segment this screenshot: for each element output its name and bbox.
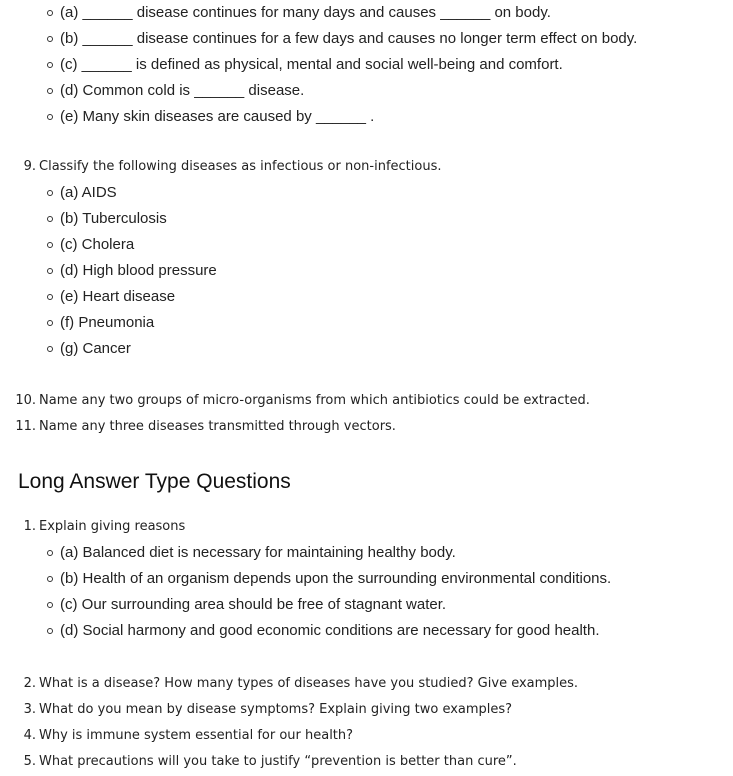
bullet-icon: [47, 36, 53, 42]
question-line: 5. What precautions will you take to justify “prevention is better than cure”.: [23, 754, 517, 769]
list-item: (c) Our surrounding area should be free of stagnant water.: [0, 592, 733, 618]
list-item: (a) Balanced diet is necessary for maintaining healthy body.: [0, 540, 733, 566]
bullet-icon: [47, 88, 53, 94]
question-line: 1. Explain giving reasons: [23, 519, 186, 534]
question-line: 2. What is a disease? How many types of diseases have you studied? Give examples.: [23, 676, 579, 691]
bullet-icon: [47, 550, 53, 556]
list-item: (c) ______ is defined as physical, mental and social well-being and comfort.: [0, 52, 733, 78]
bullet-icon: [47, 294, 53, 300]
list-item: (d) Common cold is ______ disease.: [0, 78, 733, 104]
fill-blanks-list: [0, 0, 733, 130]
list-item: (a) ______ disease continues for many days and causes ______ on body.: [0, 0, 733, 26]
list-item: (b) Tuberculosis: [0, 206, 733, 232]
bullet-icon: [47, 320, 53, 326]
bullet-icon: [47, 242, 53, 248]
bullet-icon: [47, 576, 53, 582]
list-item: (a) AIDS: [0, 180, 733, 206]
bullet-icon: [47, 346, 53, 352]
question-11: 11. Name any three diseases transmitted through vectors.: [15, 419, 396, 434]
list-item: (e) Many skin diseases are caused by ______ .: [0, 104, 733, 130]
bullet-icon: [47, 216, 53, 222]
list-item: (d) High blood pressure: [0, 258, 733, 284]
list-item: (d) Social harmony and good economic conditions are necessary for good health.: [0, 618, 733, 644]
long-question-1: [0, 514, 733, 644]
long-questions-rest: [0, 671, 733, 775]
question-line: 4. Why is immune system essential for our health?: [23, 728, 354, 743]
bullet-icon: [47, 602, 53, 608]
question-10: 10. Name any two groups of micro-organisms from which antibiotics could be extracted.: [15, 393, 590, 408]
question-line: 3. What do you mean by disease symptoms? Explain giving two examples?: [23, 702, 513, 717]
questions-10-11: [0, 388, 733, 440]
list-item: (b) ______ disease continues for a few days and causes no longer term effect on body.: [0, 26, 733, 52]
list-item: (g) Cancer: [0, 336, 733, 362]
bullet-icon: [47, 114, 53, 120]
list-item: (c) Cholera: [0, 232, 733, 258]
bullet-icon: [47, 628, 53, 634]
bullet-icon: [47, 268, 53, 274]
bullet-icon: [47, 62, 53, 68]
list-item: (e) Heart disease: [0, 284, 733, 310]
bullet-icon: [47, 10, 53, 16]
question-9: [0, 154, 733, 362]
bullet-icon: [47, 190, 53, 196]
list-item: (b) Health of an organism depends upon the surrounding environmental conditions.: [0, 566, 733, 592]
list-item: (f) Pneumonia: [0, 310, 733, 336]
section-heading: Long Answer Type Questions: [18, 470, 291, 493]
question-line: 9. Classify the following diseases as infectious or non-infectious.: [23, 159, 442, 174]
